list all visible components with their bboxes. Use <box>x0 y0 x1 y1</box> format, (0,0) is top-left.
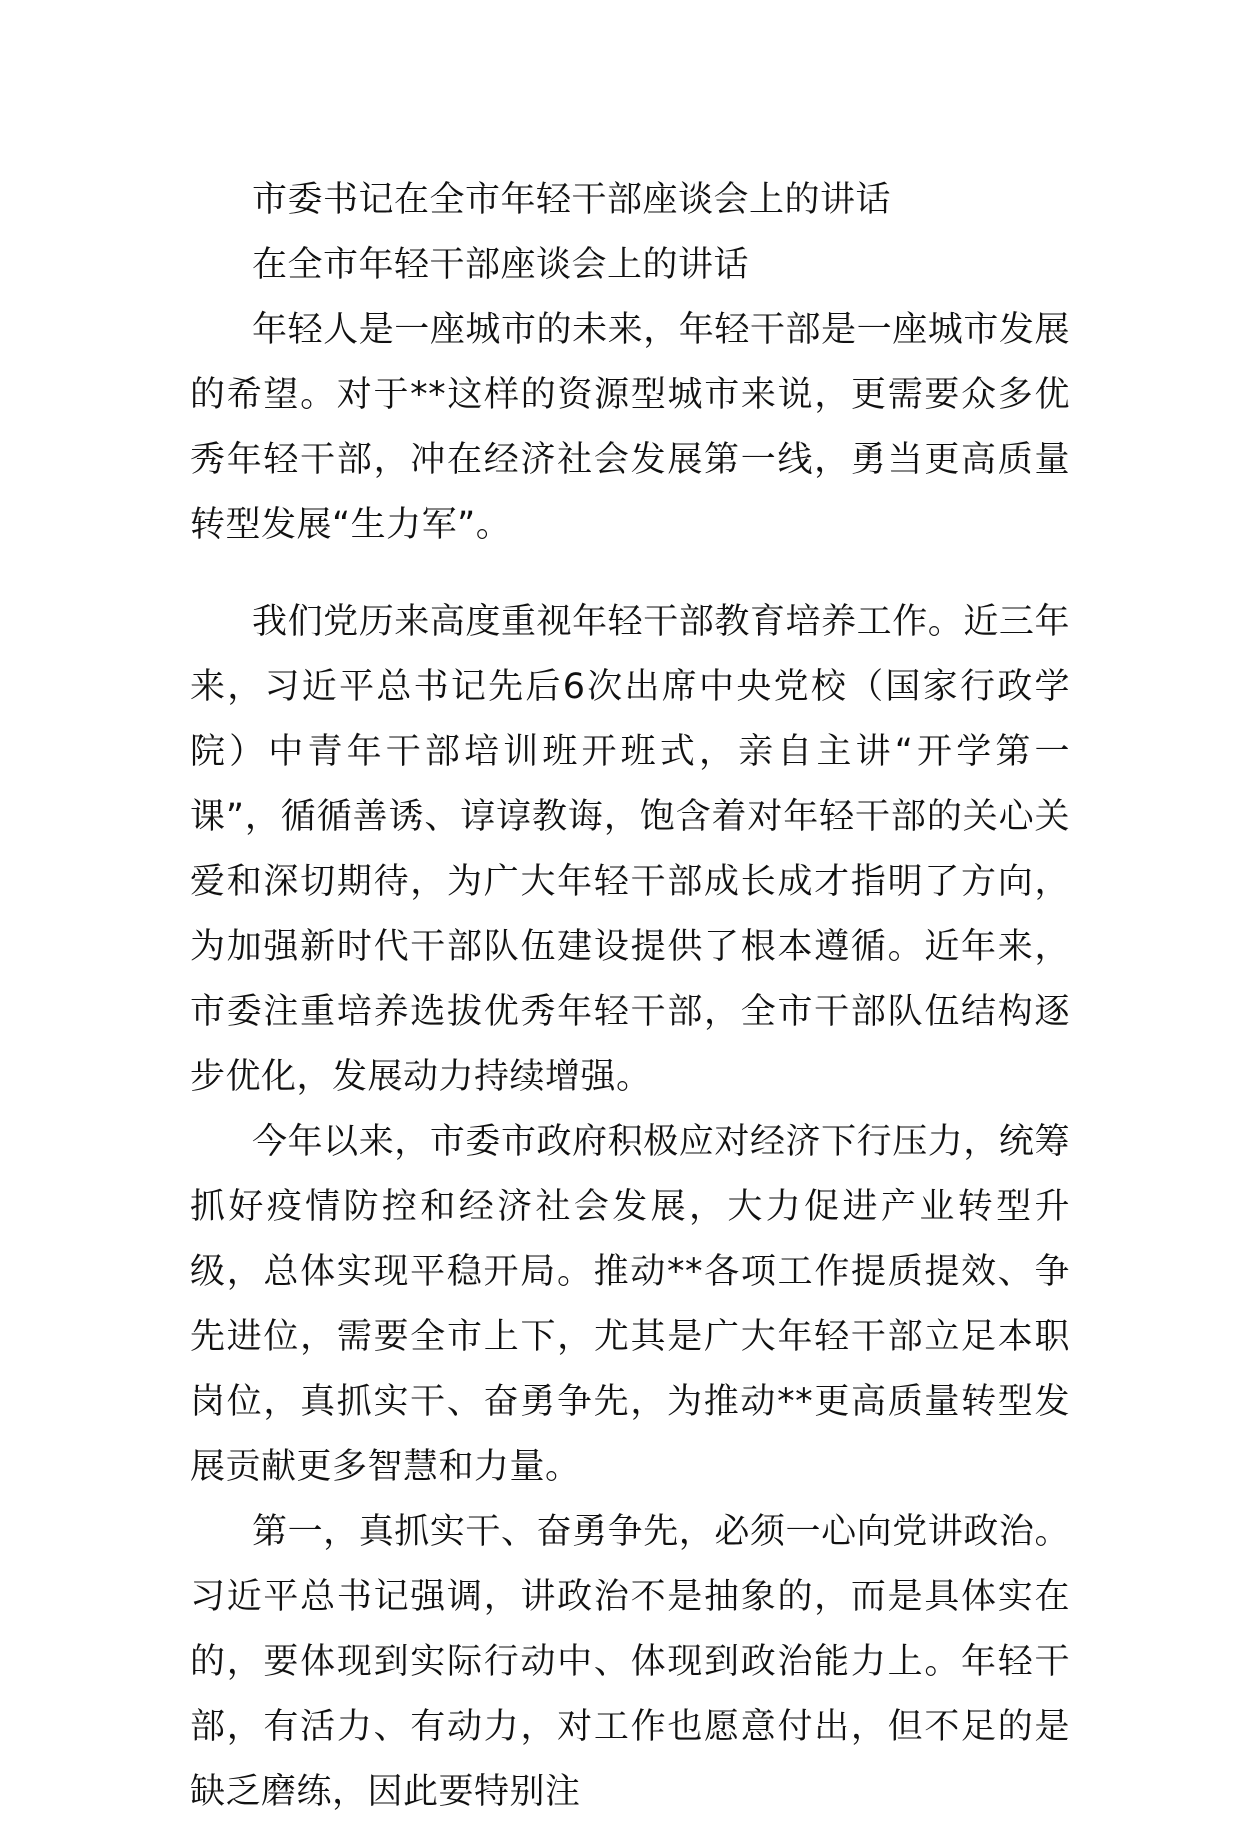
paragraph-1: 年轻人是一座城市的未来，年轻干部是一座城市发展的希望。对于**这样的资源型城市来说，更需要众多优秀年轻干部，冲在经济社会发展第一线，勇当更高质量转型发展“生力军”。 <box>190 310 1070 545</box>
document-title: 市委书记在全市年轻干部座谈会上的讲话 <box>252 180 892 220</box>
paragraph-3: 今年以来，市委市政府积极应对经济下行压力，统筹抓好疫情防控和经济社会发展，大力促进产业转型升级，总体实现平稳开局。推动**各项工作提质提效、争先进位，需要全市上下，尤其是广大年轻干部立足本职岗位，真抓实干、奋勇争先，为推动**更高质量转型发展贡献更多智慧和力量。 <box>190 1122 1070 1487</box>
document-subtitle: 在全市年轻干部座谈会上的讲话 <box>252 245 750 285</box>
paragraph-4: 第一，真抓实干、奋勇争先，必须一心向党讲政治。习近平总书记强调，讲政治不是抽象的，而是具体实在的，要体现到实际行动中、体现到政治能力上。年轻干部，有活力、有动力，对工作也愿意付出，但不足的是缺乏磨练，因此要特别注 <box>190 1512 1070 1812</box>
paragraph-2: 我们党历来高度重视年轻干部教育培养工作。近三年来，习近平总书记先后6次出席中央党校（国家行政学院）中青年干部培训班开班式，亲自主讲“开学第一课”，循循善诱、谆谆教诲，饱含着对年轻干部的关心关爱和深切期待，为广大年轻干部成长成才指明了方向，为加强新时代干部队伍建设提供了根本遵循。近年来，市委注重培养选拔优秀年轻干部，全市干部队伍结构逐步优化，发展动力持续增强。 <box>190 602 1070 1097</box>
paragraph-spacer <box>190 558 1070 590</box>
document-body <box>190 168 1070 1825</box>
